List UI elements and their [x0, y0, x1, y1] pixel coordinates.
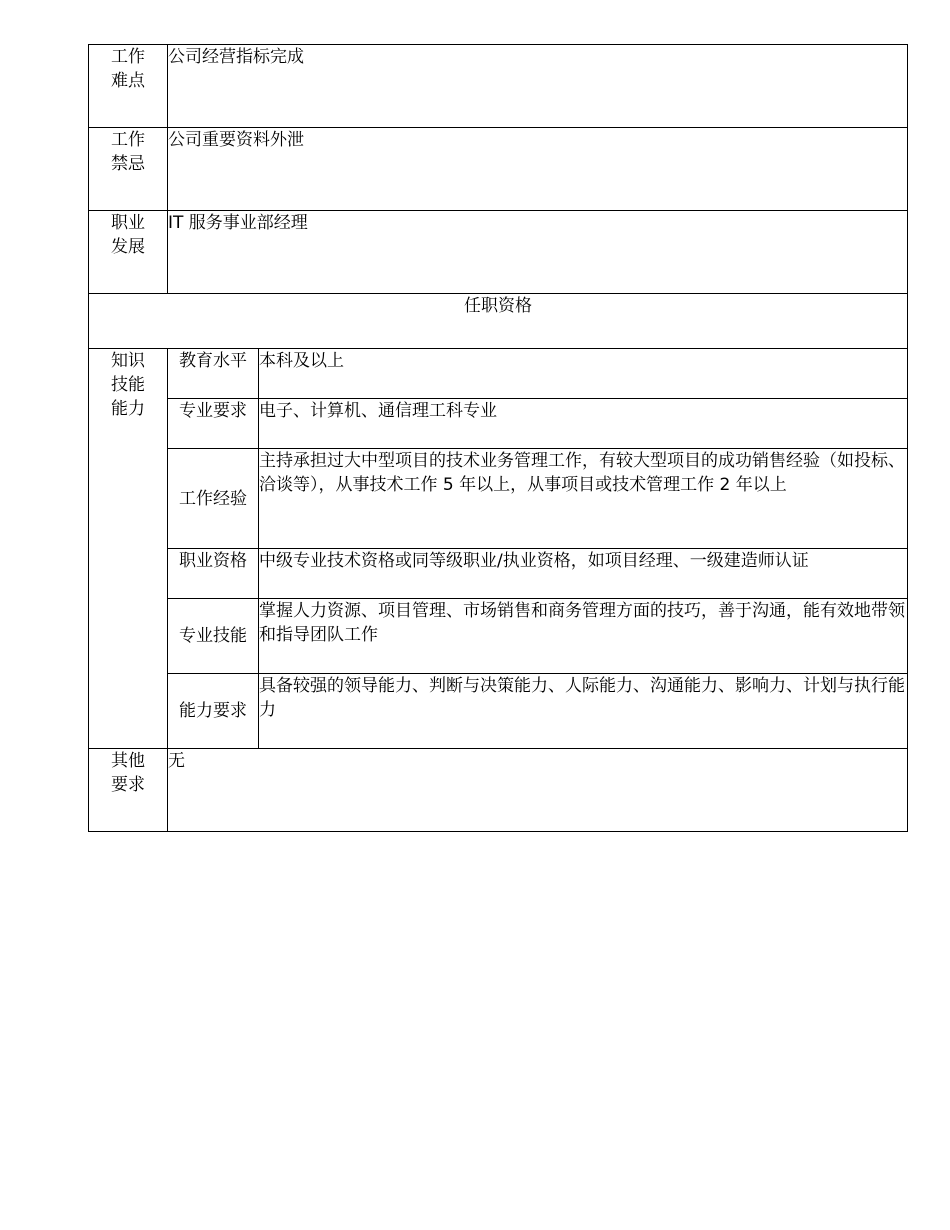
table-row: [89, 449, 908, 549]
table-row: [89, 549, 908, 599]
table-row: [89, 749, 908, 832]
item-value-experience: 主持承担过大中型项目的技术业务管理工作，有较大型项目的成功销售经验（如投标、洽谈等），从事技术工作 5 年以上，从事项目或技术管理工作 2 年以上: [259, 449, 908, 549]
item-value-qualification: 中级专业技术资格或同等级职业/执业资格，如项目经理、一级建造师认证: [259, 549, 908, 599]
item-value-education: 本科及以上: [259, 349, 908, 399]
row-value-career: IT 服务事业部经理: [168, 211, 908, 294]
item-value-skills: 掌握人力资源、项目管理、市场销售和商务管理方面的技巧，善于沟通，能有效地带领和指导团队工作: [259, 599, 908, 674]
item-label-skills: 专业技能: [168, 599, 259, 674]
item-label-education: 教育水平: [168, 349, 259, 399]
item-value-major: 电子、计算机、通信理工科专业: [259, 399, 908, 449]
row-label-other: 其他 要求: [89, 749, 168, 832]
item-label-major: 专业要求: [168, 399, 259, 449]
row-value-difficulty: 公司经营指标完成: [168, 45, 908, 128]
table-row: [89, 399, 908, 449]
table-row: [89, 128, 908, 211]
item-value-ability: 具备较强的领导能力、判断与决策能力、人际能力、沟通能力、影响力、计划与执行能力: [259, 674, 908, 749]
row-label-difficulty: 工作 难点: [89, 45, 168, 128]
row-label-taboo: 工作 禁忌: [89, 128, 168, 211]
table-row: [89, 45, 908, 128]
row-label-career: 职业 发展: [89, 211, 168, 294]
table-row: [89, 674, 908, 749]
job-requirements-table: [88, 44, 908, 832]
row-value-taboo: 公司重要资料外泄: [168, 128, 908, 211]
item-label-qualification: 职业资格: [168, 549, 259, 599]
section-title: 任职资格: [89, 294, 908, 349]
section-header-row: [89, 294, 908, 349]
item-label-ability: 能力要求: [168, 674, 259, 749]
table-row: [89, 599, 908, 674]
item-label-experience: 工作经验: [168, 449, 259, 549]
knowledge-skill-label: 知识 技能 能力: [89, 349, 168, 749]
table-row: [89, 349, 908, 399]
row-value-other: 无: [168, 749, 908, 832]
table-row: [89, 211, 908, 294]
